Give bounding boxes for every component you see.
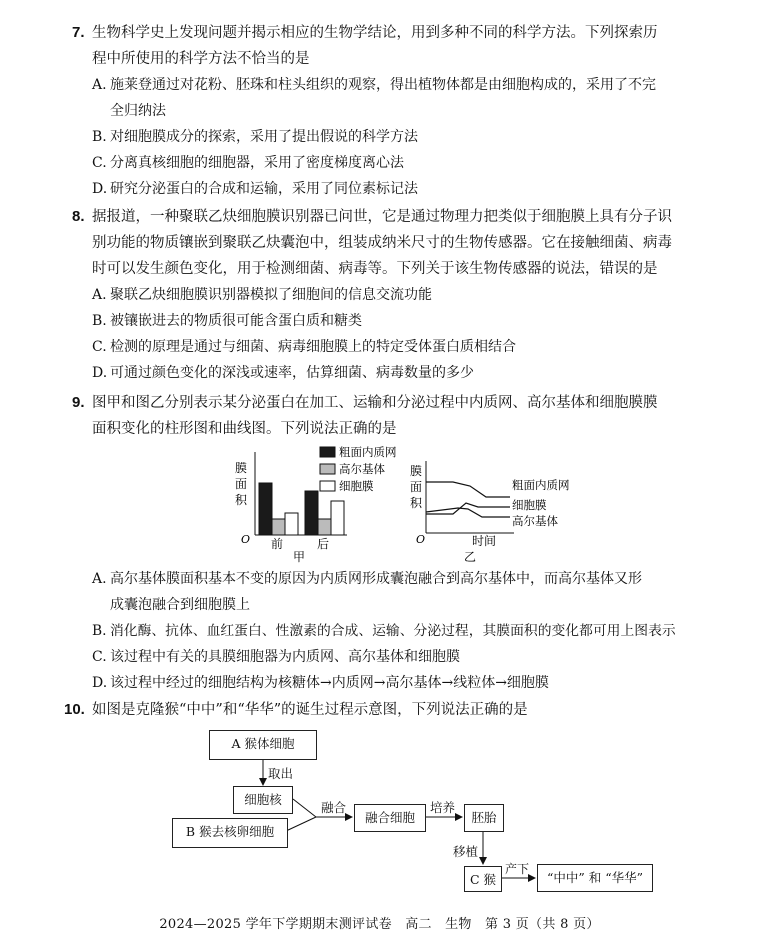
option-d: D. 研究分泌蛋白的合成和运输，采用了同位素标记法 — [92, 181, 418, 197]
option-c: C. 分离真核细胞的细胞器，采用了密度梯度离心法 — [92, 155, 404, 171]
embryo-box: 胚胎 — [464, 804, 504, 832]
question-stem-line: 面积变化的柱形图和曲线图。下列说法正确的是 — [92, 421, 397, 437]
curve-label: 高尔基体 — [512, 514, 558, 528]
y-axis-label: 积 — [235, 493, 248, 507]
category-label: 前 — [271, 537, 284, 551]
c-monkey-box: C 猴 — [464, 866, 502, 892]
question-stem-line: 时可以发生颜色变化，用于检测细菌、病毒等。下列关于该生物传感器的说法，错误的是 — [92, 261, 658, 277]
figure-caption: 乙 — [464, 550, 477, 564]
option-b: B. 被镶嵌进去的物质很可能含蛋白质和糖类 — [92, 313, 362, 329]
take-out-label: 取出 — [268, 766, 294, 781]
y-axis-label: 面 — [410, 480, 423, 494]
question-number: 8. — [72, 208, 85, 225]
option-d: D. 该过程中经过的细胞结构为核糖体→内质网→高尔基体→线粒体→细胞膜 — [92, 675, 549, 691]
category-label: 后 — [317, 537, 330, 551]
y-axis-label: 膜 — [235, 461, 248, 475]
question-number: 9. — [72, 394, 85, 411]
origin-label: O — [241, 533, 251, 546]
y-axis-label: 积 — [410, 496, 423, 510]
fuse-label: 融合 — [321, 800, 347, 815]
culture-label: 培养 — [430, 800, 456, 815]
question-stem-line: 图甲和图乙分别表示某分泌蛋白在加工、运输和分泌过程中内质网、高尔基体和细胞膜膜 — [92, 395, 658, 411]
curve-label: 粗面内质网 — [512, 478, 570, 492]
birth-label: 产下 — [505, 862, 530, 876]
nucleus-box: 细胞核 — [233, 786, 293, 814]
connector-egg — [286, 817, 316, 831]
option-a-continued: 成囊泡融合到细胞膜上 — [110, 597, 250, 613]
y-axis-label: 膜 — [410, 464, 423, 478]
legend-label: 高尔基体 — [339, 462, 385, 476]
question-stem-line: 别功能的物质镶嵌到聚联乙炔囊泡中，组装成纳米尺寸的生物传感器。它在接触细菌、病毒 — [92, 235, 672, 251]
question-stem-line: 生物科学史上发现问题并揭示相应的生物学结论，用到多种不同的科学方法。下列探索历 — [92, 25, 658, 41]
connector-nucleus — [293, 799, 316, 817]
figure-caption: 甲 — [293, 550, 306, 564]
a-monkey-cell-box: A 猴体细胞 — [209, 730, 317, 760]
option-d: D. 可通过颜色变化的深浅或速率，估算细菌、病毒数量的多少 — [92, 365, 474, 381]
y-axis-label: 面 — [235, 477, 248, 491]
option-c: C. 检测的原理是通过与细菌、病毒细胞膜上的特定受体蛋白质相结合 — [92, 339, 516, 355]
option-a: A. 高尔基体膜面积基本不变的原因为内质网形成囊泡融合到高尔基体中，而高尔基体又形 — [92, 571, 642, 587]
legend-label: 细胞膜 — [339, 479, 374, 493]
option-a: A. 聚联乙炔细胞膜识别器模拟了细胞间的信息交流功能 — [92, 287, 432, 303]
question-number: 10. — [64, 701, 85, 718]
b-monkey-egg-box: B 猴去核卵细胞 — [172, 818, 288, 848]
option-a: A. 施莱登通过对花粉、胚珠和柱头组织的观察，得出植物体都是由细胞构成的，采用了不完 — [92, 77, 656, 93]
result-box: “中中” 和 “华华” — [537, 864, 653, 892]
origin-label: O — [416, 533, 426, 546]
question-stem-line: 据报道，一种聚联乙炔细胞膜识别器已问世，它是通过物理力把类似于细胞膜上具有分子识 — [92, 209, 672, 225]
question-number: 7. — [72, 24, 85, 41]
option-c: C. 该过程中有关的具膜细胞器为内质网、高尔基体和细胞膜 — [92, 649, 460, 665]
option-b: B. 对细胞膜成分的探索，采用了提出假说的科学方法 — [92, 129, 418, 145]
page-footer: 2024—2025 学年下学期期末测评试卷 高二 生物 第 3 页（共 8 页） — [159, 917, 600, 932]
fused-cell-box: 融合细胞 — [354, 804, 426, 832]
question-stem-line: 程中所使用的科学方法不恰当的是 — [92, 51, 310, 67]
question-stem-line: 如图是克隆猴“中中”和“华华”的诞生过程示意图，下列说法正确的是 — [92, 702, 528, 718]
option-b: B. 消化酶、抗体、血红蛋白、性激素的合成、运输、分泌过程，其膜面积的变化都可用上图表示 — [92, 623, 676, 639]
x-axis-label: 时间 — [472, 534, 497, 548]
option-a-continued: 全归纳法 — [110, 103, 166, 119]
transplant-label: 移植 — [453, 844, 479, 859]
curve-label: 细胞膜 — [512, 498, 547, 512]
legend-label: 粗面内质网 — [339, 445, 397, 459]
